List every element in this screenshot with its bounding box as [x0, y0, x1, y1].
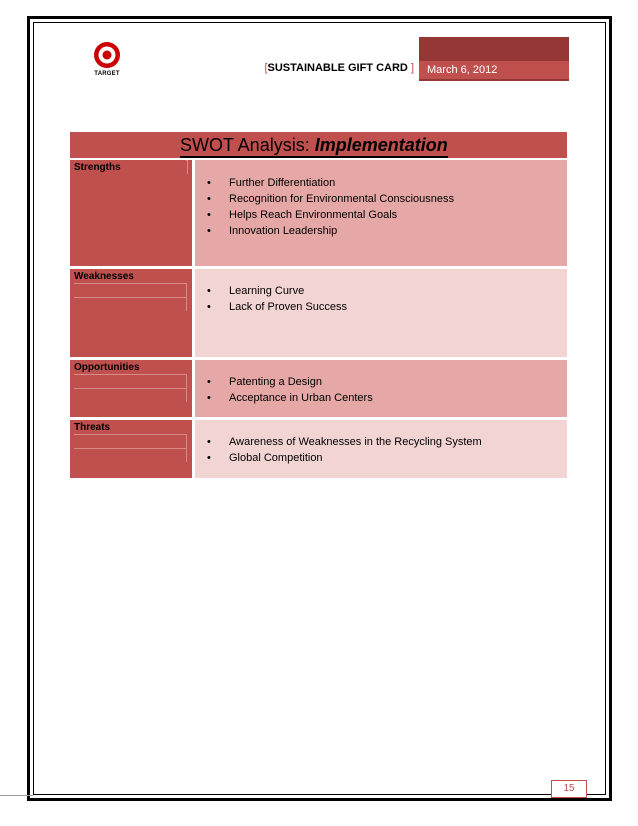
list-item: • Helps Reach Environmental Goals [207, 209, 398, 221]
swot-row-threats [70, 420, 567, 478]
list-item: • Innovation Leadership [207, 225, 338, 237]
list-item: • Acceptance in Urban Centers [207, 392, 373, 404]
row-label-cell [70, 269, 192, 357]
bullet-list [207, 434, 482, 466]
document-title [262, 62, 414, 74]
swot-title-emphasis: Implementation [314, 135, 448, 155]
row-label: Opportunities [74, 362, 140, 373]
row-label-cell [70, 160, 192, 266]
cell-divider [74, 297, 187, 311]
cell-divider [74, 388, 187, 402]
document-date: March 6, 2012 [419, 61, 569, 79]
list-item: • Recognition for Environmental Consciousness [207, 193, 455, 205]
cell-divider [74, 374, 187, 388]
row-label: Weaknesses [74, 271, 134, 282]
header-rule [419, 79, 569, 81]
bullet-list [207, 283, 347, 315]
row-label-cell [70, 420, 192, 478]
row-content-cell [195, 160, 567, 266]
bullet-list [207, 374, 373, 406]
bracket-open: [ [264, 62, 268, 74]
cell-divider [186, 160, 188, 174]
row-label: Threats [74, 422, 111, 433]
cell-divider [74, 434, 187, 448]
bracket-close: ] [410, 62, 414, 74]
document-title-text: SUSTAINABLE GIFT CARD [267, 62, 408, 74]
row-content-cell [195, 420, 567, 478]
cell-divider [74, 448, 187, 462]
header-bar-top [419, 37, 569, 61]
swot-row-opportunities [70, 360, 567, 417]
list-item: • Awareness of Weaknesses in the Recycling System [207, 436, 482, 448]
swot-row-weaknesses [70, 269, 567, 357]
bullet-list [207, 175, 454, 239]
bullseye-icon [89, 40, 125, 70]
list-item: • Further Differentiation [207, 177, 336, 189]
row-content-cell [195, 269, 567, 357]
cell-divider [74, 283, 187, 297]
row-label: Strengths [74, 162, 121, 173]
page-number: 15 [551, 780, 587, 798]
logo-text: TARGET [94, 71, 120, 77]
list-item: • Lack of Proven Success [207, 301, 348, 313]
margin-line [0, 795, 33, 796]
swot-row-strengths [70, 160, 567, 266]
list-item: • Patenting a Design [207, 376, 322, 388]
list-item: • Global Competition [207, 452, 323, 464]
list-item: • Learning Curve [207, 285, 305, 297]
target-logo [89, 40, 125, 80]
swot-title-plain: SWOT Analysis: [180, 135, 315, 155]
swot-title [180, 134, 448, 158]
row-content-cell [195, 360, 567, 417]
row-label-cell [70, 360, 192, 417]
